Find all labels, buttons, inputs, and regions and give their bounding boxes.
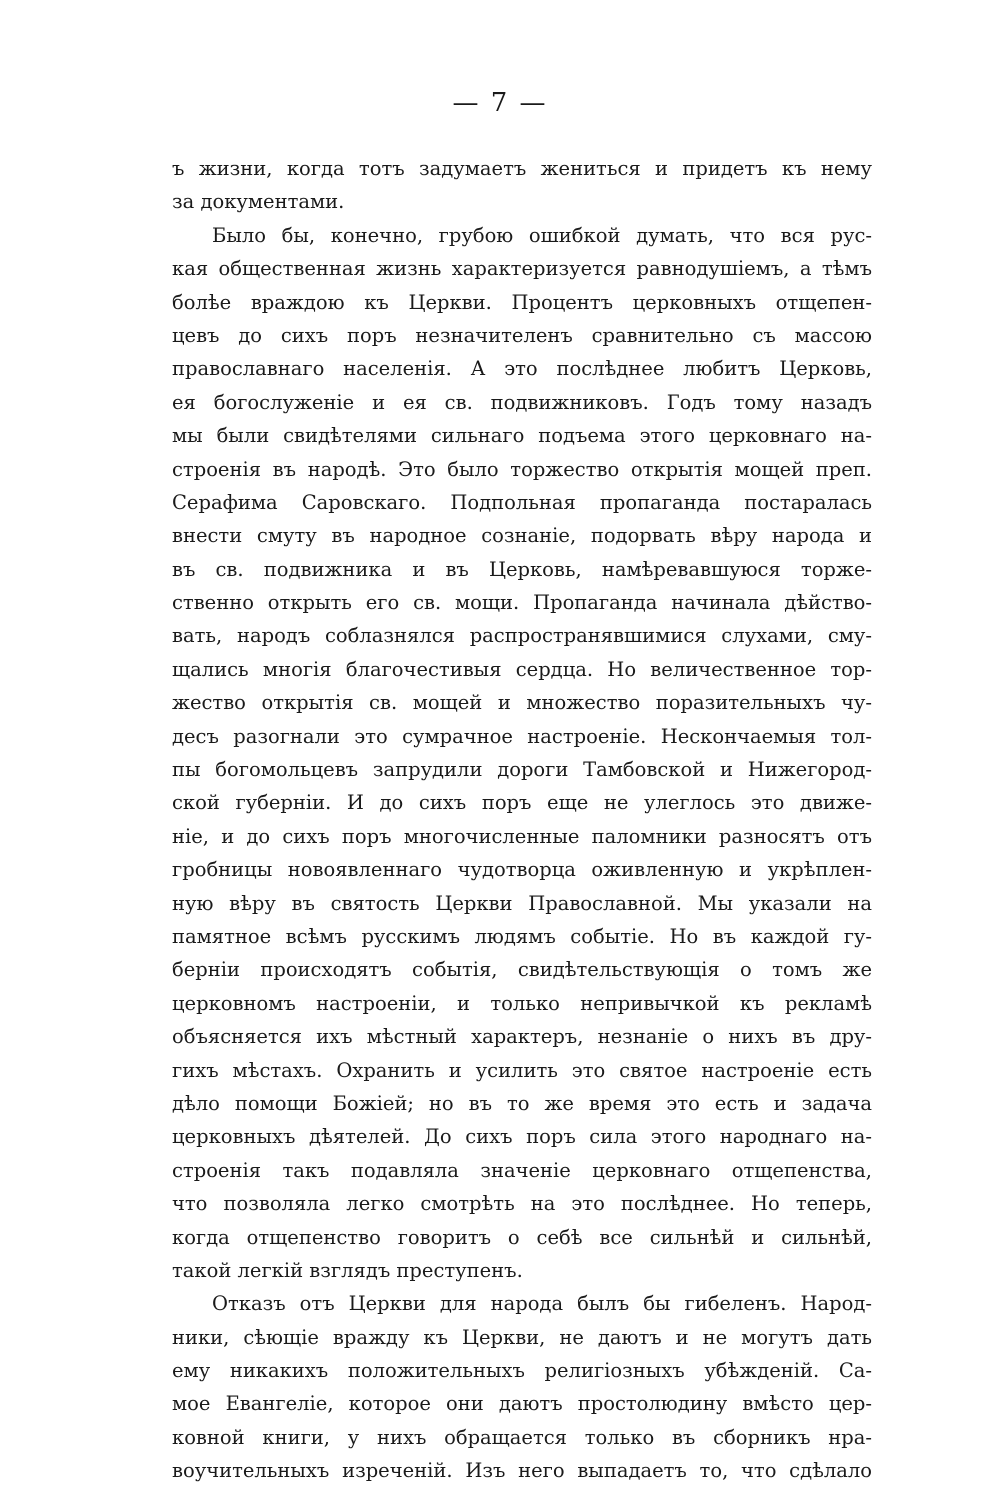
text-line: ственно открыть его св. мощи. Пропаганда начинала дѣйство- bbox=[172, 591, 872, 615]
page-number: — 7 — bbox=[452, 88, 548, 118]
text-line: щались многія благочестивыя сердца. Но величественное тор- bbox=[172, 657, 872, 681]
text-line: ему никакихъ положительныхъ религіозныхъ убѣжденій. Са- bbox=[172, 1359, 872, 1383]
text-line: цевъ до сихъ поръ незначителенъ сравнительно съ массою bbox=[172, 323, 872, 347]
text-line: внести смуту въ народное сознаніе, подорвать вѣру народа и bbox=[172, 524, 872, 548]
text-line: дѣло помощи Божіей; но въ то же время это есть и задача bbox=[172, 1091, 872, 1115]
text-line: такой легкій взглядъ преступенъ. bbox=[172, 1258, 523, 1282]
text-line: церковномъ настроеніи, и только непривычкой къ рекламѣ bbox=[172, 991, 872, 1015]
text-line: памятное всѣмъ русскимъ людямъ событіе. Но въ каждой гу- bbox=[172, 924, 872, 948]
text-line: мое Евангеліе, которое они даютъ простолюдину вмѣсто цер- bbox=[172, 1392, 872, 1416]
text-line: мы были свидѣтелями сильнаго подъема этого церковнаго на- bbox=[172, 424, 872, 448]
text-line: когда отщепенство говоритъ о себѣ все сильнѣй и сильнѣй, bbox=[172, 1225, 872, 1249]
text-line: жество открытія св. мощей и множество поразительныхъ чу- bbox=[172, 691, 872, 715]
text-line: кая общественная жизнь характеризуется равнодушіемъ, а тѣмъ bbox=[172, 257, 872, 281]
text-line: ную вѣру въ святость Церкви Православной. Мы указали на bbox=[172, 891, 872, 915]
paragraph-first-line: Было бы, конечно, грубою ошибкой думать, что вся рус- bbox=[212, 223, 872, 247]
text-line: въ св. подвижника и въ Церковь, намѣревавшуюся торже- bbox=[172, 557, 872, 581]
text-line: гихъ мѣстахъ. Охранить и усилить это святое настроеніе есть bbox=[172, 1058, 872, 1082]
text-line: ковной книги, у нихъ обращается только въ сборникъ нра- bbox=[172, 1425, 872, 1449]
text-line: ники, сѣющіе вражду къ Церкви, не даютъ и не могутъ дать bbox=[172, 1325, 872, 1349]
text-line: объясняется ихъ мѣстный характеръ, незнаніе о нихъ въ дру- bbox=[172, 1025, 872, 1049]
text-line: церковныхъ дѣятелей. До сихъ поръ сила этого народнаго на- bbox=[172, 1125, 872, 1149]
text-line: пы богомольцевъ запрудили дороги Тамбовской и Нижегород- bbox=[172, 758, 872, 782]
text-line: десъ разогнали это сумрачное настроеніе. Нескончаемыя тол- bbox=[172, 724, 872, 748]
text-line: гробницы новоявленнаго чудотворца оживленную и укрѣплен- bbox=[172, 858, 872, 882]
text-line: болѣе враждою къ Церкви. Процентъ церковныхъ отщепен- bbox=[172, 290, 872, 314]
text-line: строенія такъ подавляла значеніе церковнаго отщепенства, bbox=[172, 1158, 872, 1182]
text-line: ской губерніи. И до сихъ поръ еще не улеглось это движе- bbox=[172, 791, 872, 815]
text-line: ея богослуженіе и ея св. подвижниковъ. Годъ тому назадъ bbox=[172, 390, 872, 414]
text-line: берніи происходятъ событія, свидѣтельствующія о томъ же bbox=[172, 958, 872, 982]
paragraph-first-line: Отказъ отъ Церкви для народа былъ бы гибеленъ. Народ- bbox=[212, 1292, 872, 1316]
body-text bbox=[172, 152, 872, 1488]
text-line: православнаго населенія. А это послѣднее любитъ Церковь, bbox=[172, 357, 872, 381]
text-line: вать, народъ соблазнялся распространявшимися слухами, сму- bbox=[172, 624, 872, 648]
text-line: что позволяла легко смотрѣть на это послѣднее. Но теперь, bbox=[172, 1192, 872, 1216]
text-line: строенія въ народѣ. Это было торжество открытія мощей преп. bbox=[172, 457, 872, 481]
text-line: воучительныхъ изреченій. Изъ него выпадаетъ то, что сдѣлало bbox=[172, 1459, 872, 1483]
text-line: за документами. bbox=[172, 190, 345, 214]
text-line: Серафима Саровскаго. Подпольная пропаганда постаралась bbox=[172, 490, 872, 514]
text-line: ніе, и до сихъ поръ многочисленные паломники разносятъ отъ bbox=[172, 824, 872, 848]
text-line: ъ жизни, когда тотъ задумаетъ жениться и придетъ къ нему bbox=[172, 157, 872, 180]
